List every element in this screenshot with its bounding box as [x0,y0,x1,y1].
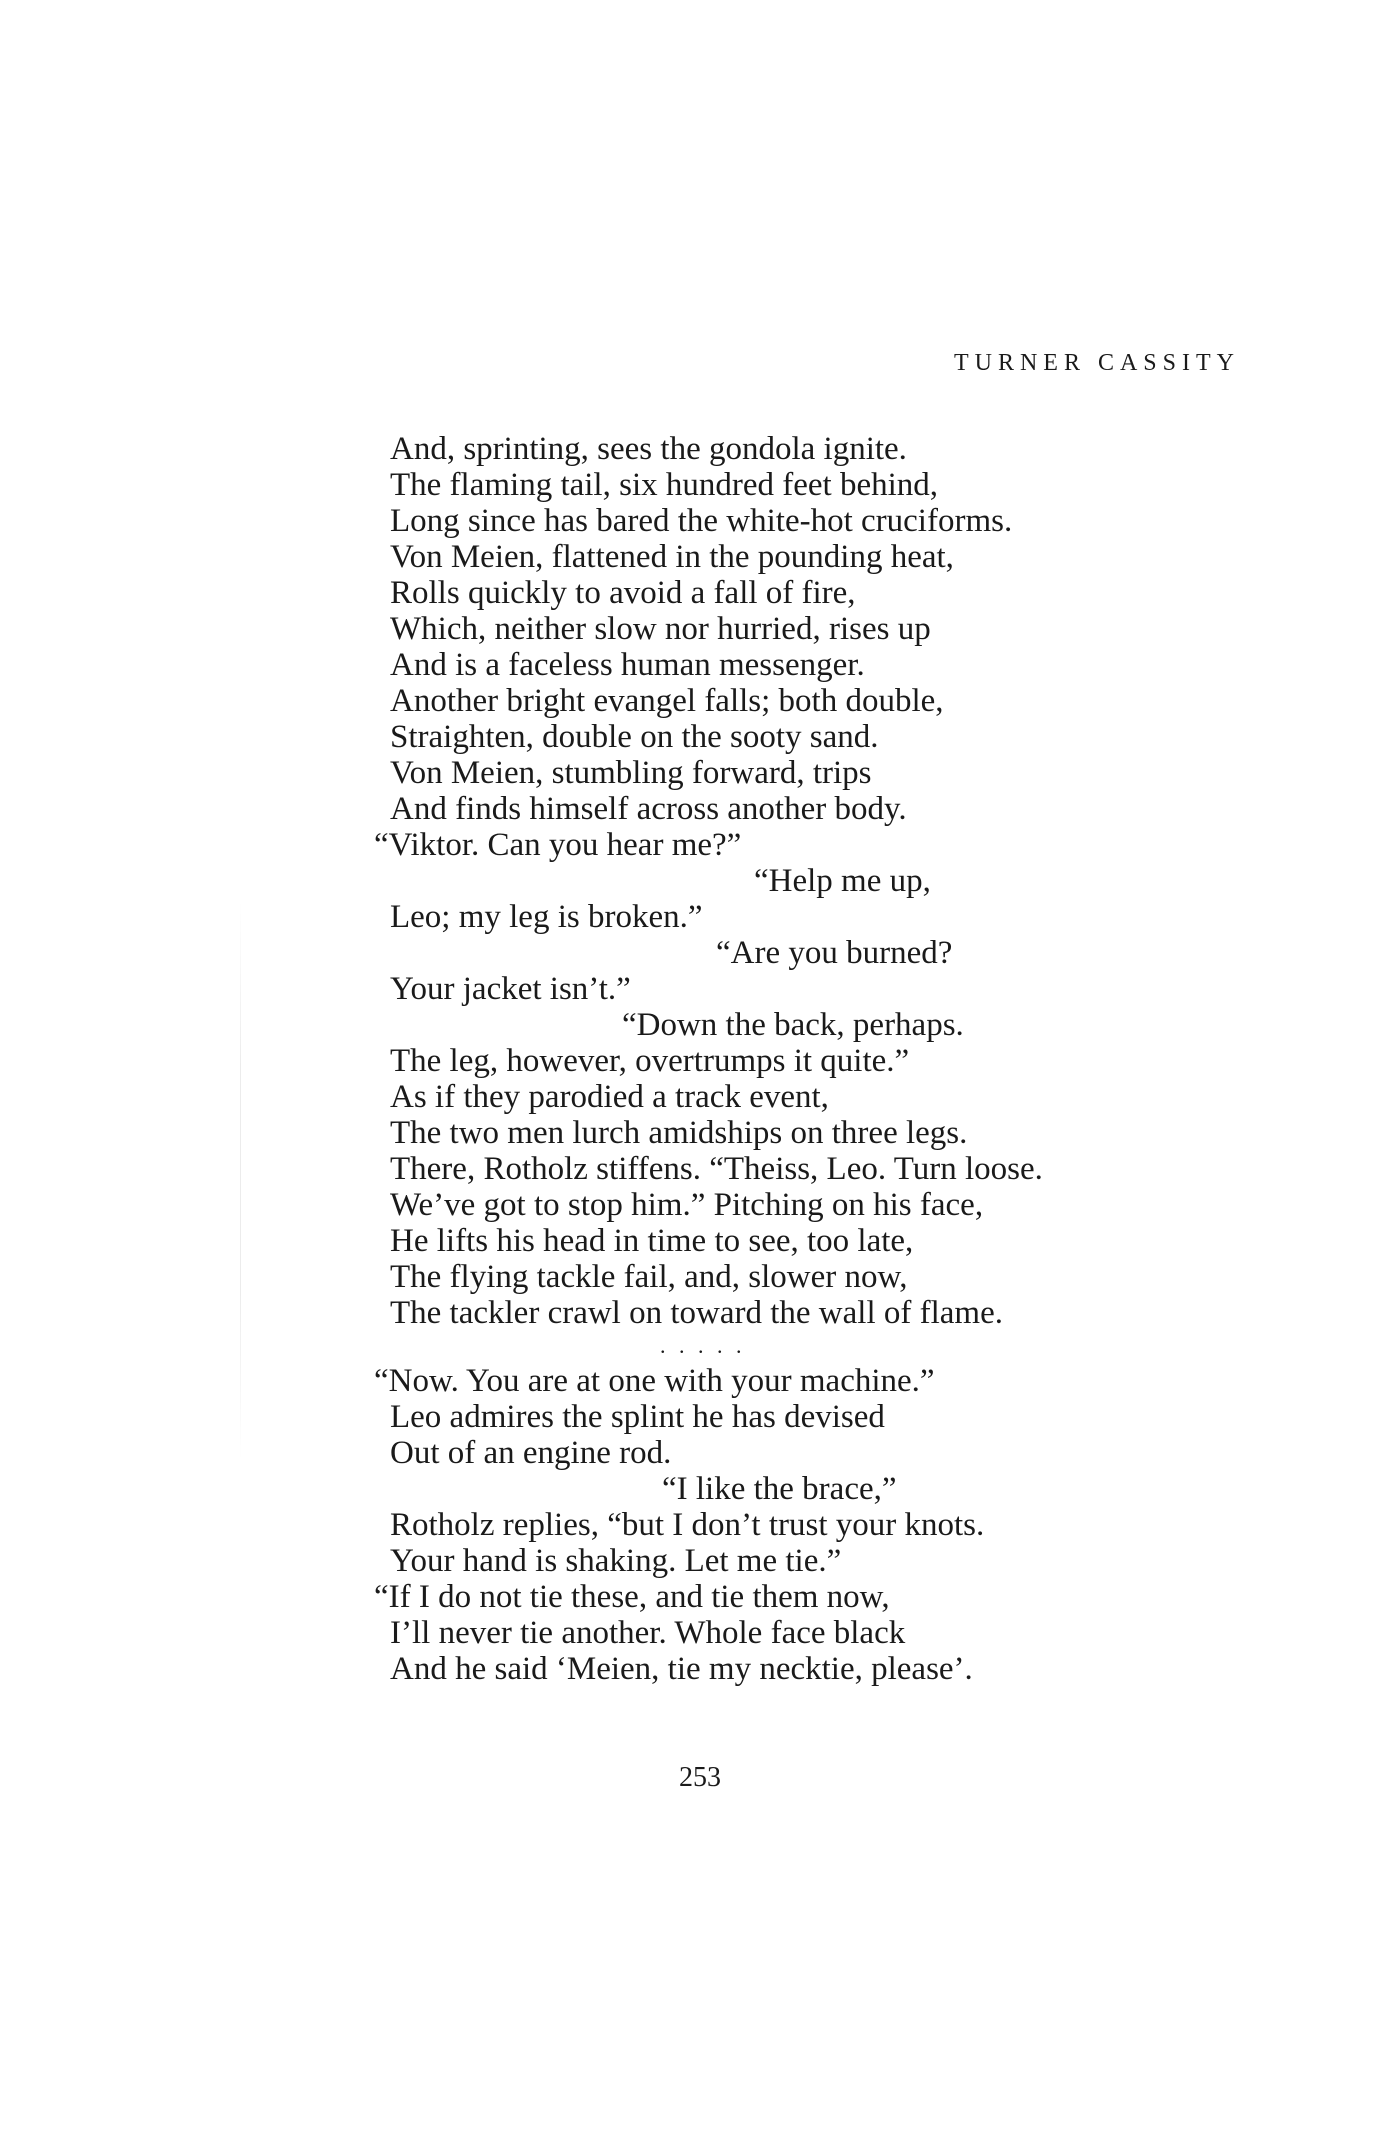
poem-line: Von Meien, stumbling forward, trips [390,755,872,791]
poem-line: Rolls quickly to avoid a fall of fire, [390,575,856,611]
poem-line-dropped: “I like the brace,” [662,1471,897,1507]
poem-line: I’ll never tie another. Whole face black [390,1615,906,1651]
poem-line-dropped: “Help me up, [754,863,931,899]
running-head-author: TURNER CASSITY [953,350,1240,376]
poem-line: We’ve got to stop him.” Pitching on his face, [390,1187,984,1223]
poem-line: Rotholz replies, “but I don’t trust your knots. [390,1507,985,1543]
poem-line: The flying tackle fail, and, slower now, [390,1259,908,1295]
poem-line: Another bright evangel falls; both double, [390,683,944,719]
poem-line: The tackler crawl on toward the wall of flame. [390,1295,1003,1331]
poem-line: “If I do not tie these, and tie them now, [374,1579,890,1615]
poem-line: The flaming tail, six hundred feet behind, [390,467,939,503]
section-break-dots: . . . . . [660,1333,746,1358]
poem-line: There, Rotholz stiffens. “Theiss, Leo. Turn loose. [390,1151,1043,1187]
poem-line: He lifts his head in time to see, too late, [390,1223,914,1259]
poem-line: As if they parodied a track event, [390,1079,829,1115]
poem-line: Long since has bared the white-hot cruciforms. [390,503,1013,539]
poem-line: Leo; my leg is broken.” [390,899,703,935]
poem-line: Leo admires the splint he has devised [390,1399,885,1435]
poem-line: And, sprinting, sees the gondola ignite. [390,431,907,467]
poem-line: Von Meien, flattened in the pounding heat, [390,539,954,575]
poem-line: Out of an engine rod. [390,1435,672,1471]
page-number: 253 [679,1762,721,1793]
poem-line: Your hand is shaking. Let me tie.” [390,1543,842,1579]
page-gutter-shadow [240,900,241,1460]
poem-line: Which, neither slow nor hurried, rises up [390,611,931,647]
poem-line: Your jacket isn’t.” [390,971,631,1007]
poem-line: “Now. You are at one with your machine.” [374,1363,935,1399]
poem-line: The leg, however, overtrumps it quite.” [390,1043,910,1079]
poem-line-dropped: “Down the back, perhaps. [622,1007,964,1043]
poem-line: And is a faceless human messenger. [390,647,865,683]
poem-line: “Viktor. Can you hear me?” [374,827,742,863]
poem-line: And he said ‘Meien, tie my necktie, please’. [390,1651,973,1687]
poem-line: Straighten, double on the sooty sand. [390,719,879,755]
poem-line: And finds himself across another body. [390,791,907,827]
poem-line-dropped: “Are you burned? [716,935,953,971]
poem-line: The two men lurch amidships on three legs. [390,1115,968,1151]
